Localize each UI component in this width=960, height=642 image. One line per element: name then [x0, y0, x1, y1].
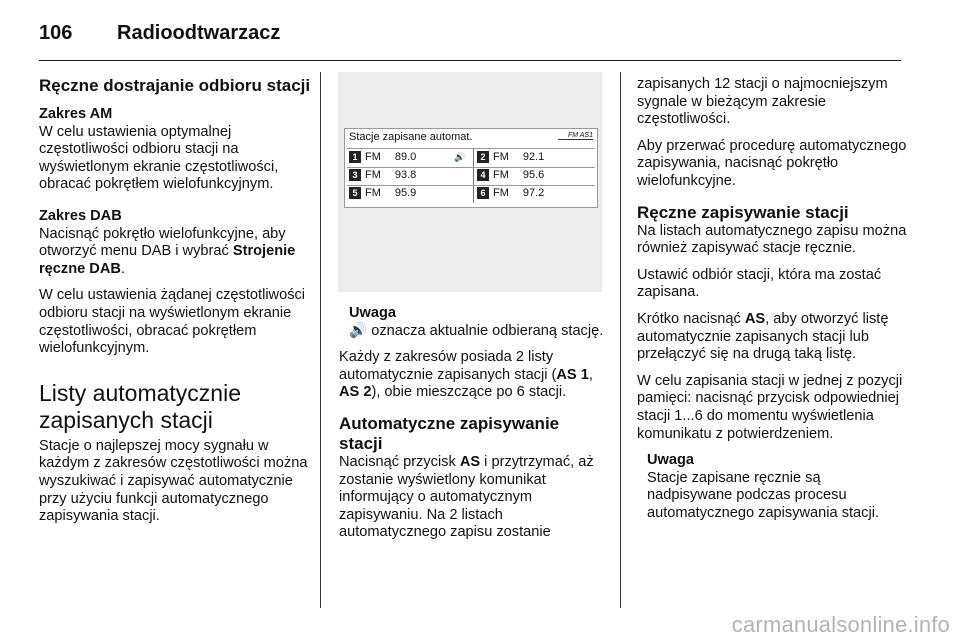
col3-text-5: [637, 311, 907, 364]
station-frequency: 97.2: [522, 187, 545, 199]
heading-dab: Zakres DAB: [39, 207, 122, 224]
grid-line: [347, 148, 595, 149]
heading-auto-lists: Listy automatycznie zapisanych stacji: [39, 379, 241, 433]
page-header: [39, 16, 919, 56]
lists-info-sep: ,: [588, 366, 593, 383]
as2-label: AS 2: [339, 384, 372, 401]
heading-manual-save: Ręczne zapisywanie stacji: [637, 202, 849, 222]
dab-text-end: .: [120, 260, 125, 277]
station-5: [349, 186, 469, 201]
station-frequency: 93.8: [394, 169, 417, 181]
speaker-icon: 🔊: [349, 322, 368, 339]
am-text: W celu ustawienia optymalnej częstotliwości odbioru stacji na wyświetlonym ekranie częstotliwości, obracać pokrętłem wielofunkcyjnym.: [39, 123, 279, 193]
col3-text-6: W celu zapisania stacji w jednej z pozycji pamięci: nacisnąć przycisk odpowiedniej stacji 1...6 do momentu wyświetlenia komunikatu z potwierdzeniem.: [637, 372, 903, 442]
auto-save-text-start: Nacisnąć przycisk: [339, 453, 460, 470]
column-3: [637, 76, 907, 531]
station-band: FM: [365, 187, 381, 199]
note-text: Stacje zapisane ręcznie są nadpisywane podczas procesu automatycznego zapisywania stacji.: [647, 469, 879, 521]
screen-title: Stacje zapisane automat.: [349, 131, 473, 143]
station-1: [349, 150, 469, 165]
station-number: 3: [349, 169, 361, 181]
station-6: [477, 186, 593, 201]
station-band: FM: [365, 151, 381, 163]
column-1: [39, 76, 311, 535]
dab-text-2: W celu ustawienia żądanej częstotliwości odbioru stacji na wyświetlonym ekranie częstotliwości, obracać pokrętłem wielofunkcyjnym.: [39, 287, 306, 357]
lists-info-end: ), obie mieszczące po 6 stacji.: [371, 384, 567, 401]
auto-lists-text: Stacje o najlepszej mocy sygnału w każdym z zakresów częstotliwości można wyszukiwać i zapisywać automatycznie przy użyciu funkcji automatycznego zapisywania stacji.: [39, 437, 308, 525]
col3-text-5-start: Krótko nacisnąć: [637, 310, 745, 327]
grid-line: [473, 149, 474, 203]
note-title: Uwaga: [349, 305, 397, 321]
col3-text-2: Aby przerwać procedurę automatycznego zapisywania, nacisnąć pokrętło wielofunkcyjne.: [637, 137, 907, 189]
station-frequency: 95.9: [394, 187, 417, 199]
note-manual: [647, 452, 907, 522]
col3-text-4: Ustawić odbiór stacji, która ma zostać zapisana.: [637, 266, 882, 301]
as-button-label: AS: [459, 453, 481, 470]
as-button-label: AS: [744, 310, 766, 327]
col3-text-1: zapisanych 12 stacji o najmocniejszym sygnale w bieżącym zakresie częstotliwości.: [637, 76, 888, 128]
lists-info: [339, 349, 607, 402]
station-number: 5: [349, 187, 361, 199]
auto-save-text: [339, 454, 607, 542]
speaker-icon: 🔊: [454, 152, 466, 162]
station-band: FM: [493, 169, 509, 181]
dab-menu-item: Strojenie ręczne DAB: [39, 243, 296, 277]
auto-save-text-rest: i przytrzymać, aż zostanie wyświetlony komunikat informujący o automatycznym zapisywaniu. Na 2 listach automatycznego zapisu zostanie: [339, 453, 594, 541]
section-title: Radioodtwarzacz: [117, 22, 281, 44]
column-divider-2: [620, 72, 621, 608]
station-frequency: 89.0: [394, 151, 417, 163]
col3-text-5-rest: , aby otworzyć listę automatycznie zapisanych stacji lub przełączyć się na drugą taką listę.: [637, 310, 889, 363]
station-frequency: 95.6: [522, 169, 545, 181]
screen-badge: FM AS1: [558, 132, 593, 140]
heading-am: Zakres AM: [39, 106, 113, 122]
dab-text-part: Nacisnąć pokrętło wielofunkcyjne, aby otworzyć menu DAB i wybrać: [39, 225, 286, 260]
station-band: FM: [365, 169, 381, 181]
station-number: 4: [477, 169, 489, 181]
heading-auto-save: Automatyczne zapisywanie stacji: [339, 413, 560, 453]
station-number: 6: [477, 187, 489, 199]
station-3: [349, 168, 469, 183]
station-2: [477, 150, 593, 165]
station-frequency: 92.1: [522, 151, 545, 163]
dab-text: [39, 226, 311, 279]
station-band: FM: [493, 151, 509, 163]
note-text-body: oznacza aktualnie odbieraną stację.: [371, 322, 604, 339]
header-rule: [39, 60, 901, 61]
display-screen: [344, 128, 598, 208]
lists-info-text: Każdy z zakresów posiada 2 listy automatycznie zapisanych stacji (: [339, 349, 557, 383]
heading-manual-tuning: Ręczne dostrajanie odbioru stacji: [39, 76, 311, 95]
station-number: 1: [349, 151, 361, 163]
display-illustration: [338, 72, 602, 292]
col3-text-3: Na listach automatycznego zapisu można również zapisywać stacje ręcznie.: [637, 222, 907, 257]
page-number: 106: [39, 22, 73, 44]
note-title: Uwaga: [647, 452, 695, 469]
station-band: FM: [493, 187, 509, 199]
as1-label: AS 1: [556, 366, 589, 383]
note-text: [349, 323, 607, 341]
station-number: 2: [477, 151, 489, 163]
note-playing: [349, 305, 607, 340]
watermark: carmanualsonline.info: [731, 612, 950, 637]
column-2: [339, 305, 607, 551]
column-divider-1: [320, 72, 321, 608]
station-4: [477, 168, 593, 183]
